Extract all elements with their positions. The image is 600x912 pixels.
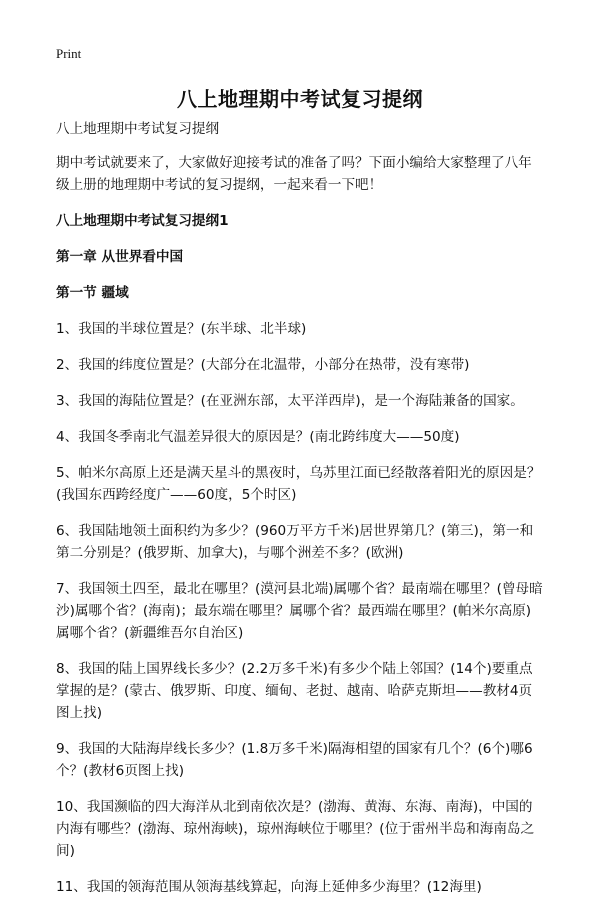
chapter-heading: 第一章 从世界看中国: [56, 249, 184, 265]
list-item: 9、我国的大陆海岸线长多少？(1.8万多千米)隔海相望的国家有几个？(6个)哪6个？(教材6页图上找): [56, 741, 533, 779]
list-item: 10、我国濒临的四大海洋从北到南依次是？(渤海、黄海、东海、南海)，中国的内海有哪些？(渤海、琼州海峡)，琼州海峡位于哪里？(位于雷州半岛和海南岛之间): [56, 799, 535, 859]
section-title: 第一节 疆域: [56, 285, 129, 301]
list-item: 11、我国的领海范围从领海基线算起，向海上延伸多少海里？(12海里): [56, 879, 482, 895]
list-item: 2、我国的纬度位置是？(大部分在北温带，小部分在热带，没有寒带): [56, 357, 470, 373]
list-item: 3、我国的海陆位置是？(在亚洲东部，太平洋西岸)，是一个海陆兼备的国家。: [56, 393, 524, 409]
print-label: Print: [56, 46, 82, 61]
document-title: 八上地理期中考试复习提纲: [177, 87, 423, 111]
list-item: 7、我国领土四至，最北在哪里？(漠河县北端)属哪个省？最南端在哪里？(曾母暗沙)属哪个省？(海南)；最东端在哪里？属哪个省？最西端在哪里？(帕米尔高原)属哪个省？(新疆维吾尔自治区): [56, 581, 543, 641]
list-item: 8、我国的陆上国界线长多少？(2.2万多千米)有多少个陆上邻国？(14个)要重点掌握的是？(蒙古、俄罗斯、印度、缅甸、老挝、越南、哈萨克斯坦——教材4页图上找): [56, 661, 533, 721]
document-subtitle: 八上地理期中考试复习提纲: [56, 121, 220, 137]
list-item: 6、我国陆地领土面积约为多少？(960万平方千米)居世界第几？(第三)，第一和第二分别是？(俄罗斯、加拿大)，与哪个洲差不多？(欧洲): [56, 523, 534, 561]
document-body: [56, 118, 544, 912]
section-heading: 八上地理期中考试复习提纲1: [56, 213, 229, 229]
list-item: 4、我国冬季南北气温差异很大的原因是？(南北跨纬度大——50度): [56, 429, 460, 445]
list-item: 5、帕米尔高原上还是满天星斗的黑夜时，乌苏里江面已经散落着阳光的原因是？(我国东西跨经度广——60度，5个时区): [56, 465, 541, 503]
intro-paragraph: 期中考试就要来了，大家做好迎接考试的准备了吗？下面小编给大家整理了八年级上册的地理期中考试的复习提纲，一起来看一下吧！: [56, 155, 532, 193]
list-item: 1、我国的半球位置是？(东半球、北半球): [56, 321, 307, 337]
